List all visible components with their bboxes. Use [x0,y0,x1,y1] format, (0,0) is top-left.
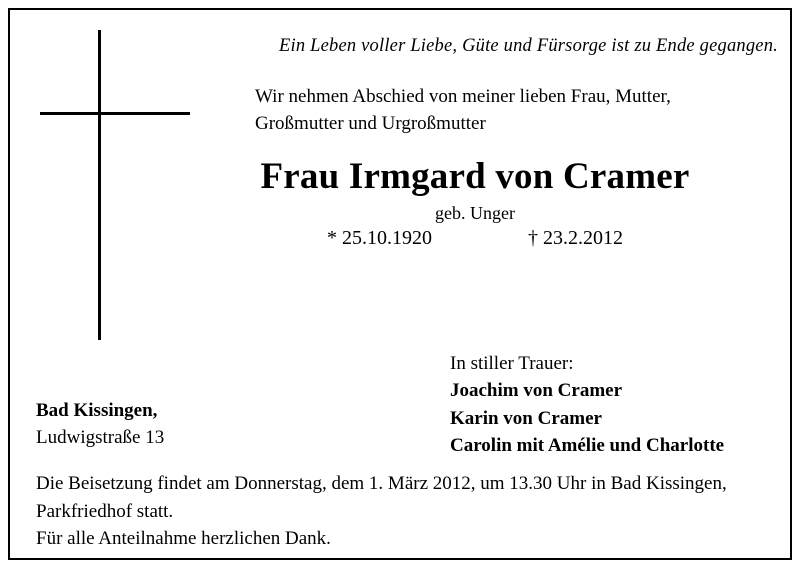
funeral-line-2: Parkfriedhof statt. [36,500,174,522]
intro-line-1: Wir nehmen Abschied von meiner lieben Frau, Mutter, [255,86,671,107]
address-city: Bad Kissingen, [36,400,158,421]
birth-date: * 25.10.1920 [327,227,432,249]
motto-text: Ein Leben voller Liebe, Güte und Fürsorge ist zu Ende gegangen. [278,36,778,56]
mourners-lead: In stiller Trauer: [450,353,574,374]
mourner-name: Karin von Cramer [450,407,602,429]
maiden-name: geb. Unger [435,203,515,223]
cross-vertical-bar [98,30,101,340]
deceased-name: Frau Irmgard von Cramer [260,156,690,197]
address-block [36,398,164,452]
death-date: † 23.2.2012 [528,227,623,249]
mourners-block [450,350,724,459]
address-street: Ludwigstraße 13 [36,426,165,448]
christian-cross-icon [40,30,190,340]
intro-line-2: Großmutter und Urgroßmutter [255,112,486,134]
mourner-name: Joachim von Cramer [450,380,623,402]
intro-text [255,84,671,138]
cross-horizontal-bar [40,112,190,115]
funeral-details [36,470,776,553]
thanks-line: Für alle Anteilnahme herzlichen Dank. [36,528,331,550]
funeral-line-1: Die Beisetzung findet am Donnerstag, dem 1. März 2012, um 13.30 Uhr in Bad Kissingen, [36,473,727,494]
mourner-name: Carolin mit Amélie und Charlotte [450,435,725,457]
life-dates [190,227,760,250]
